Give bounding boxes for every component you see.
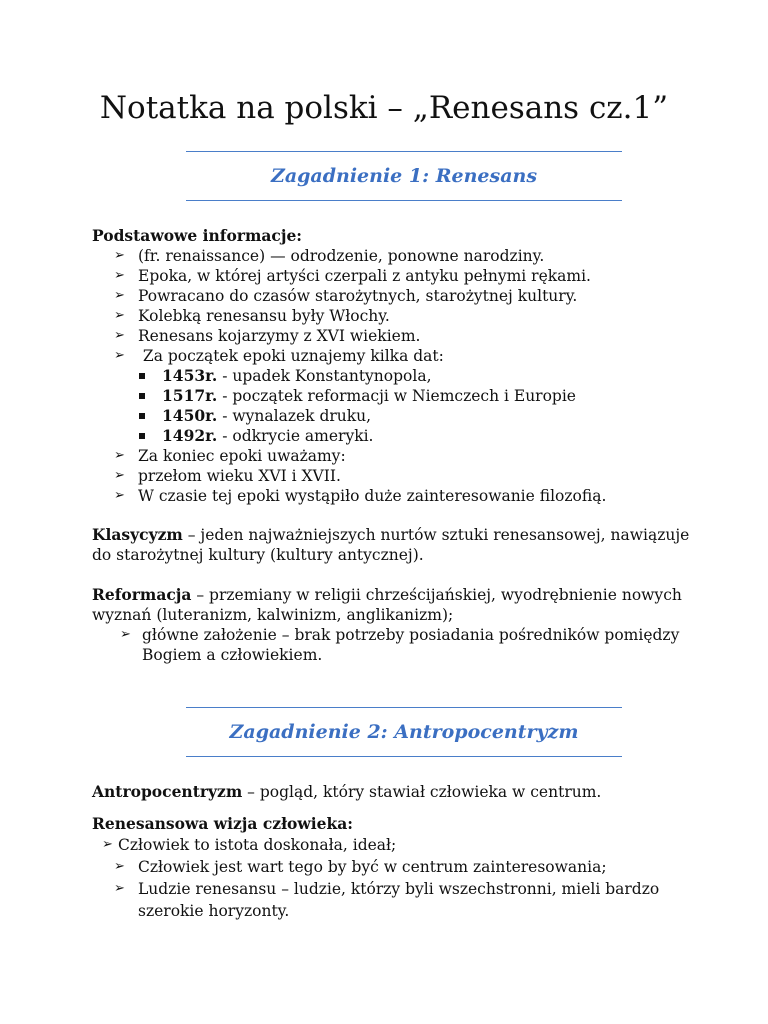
arrow-bullet-icon: ➢ <box>114 308 125 323</box>
list-item-text: Człowiek to istota doskonała, ideał; <box>118 836 397 854</box>
list-item-text: W czasie tej epoki wystąpiło duże zainteresowanie filozofią. <box>138 487 607 505</box>
arrow-bullet-icon: ➢ <box>114 488 125 503</box>
basic-info-label: Podstawowe informacje: <box>92 226 303 245</box>
arrow-bullet-icon: ➢ <box>114 348 125 363</box>
list-item <box>92 306 692 326</box>
square-bullet-icon <box>139 373 145 379</box>
arrow-bullet-icon: ➢ <box>114 468 125 483</box>
list-item <box>92 466 692 486</box>
square-bullet-icon <box>139 413 145 419</box>
antropocentryzm-term: Antropocentryzm <box>92 782 243 801</box>
section-heading-renesans: Zagadnienie 1: Renesans <box>186 151 622 201</box>
list-item-text: Powracano do czasów starożytnych, starożytnej kultury. <box>138 287 578 305</box>
date-item <box>92 426 692 446</box>
date-text: - wynalazek druku, <box>217 407 372 425</box>
list-item <box>92 834 692 856</box>
wizja-list <box>92 834 692 922</box>
list-item <box>92 625 692 665</box>
date-year: 1517r. <box>162 386 218 405</box>
square-bullet-icon <box>139 433 145 439</box>
list-item-text: przełom wieku XVI i XVII. <box>138 467 341 485</box>
list-item <box>92 346 692 366</box>
basic-info-list <box>92 246 692 366</box>
reformacja-term: Reformacja <box>92 585 192 604</box>
arrow-bullet-icon: ➢ <box>102 837 113 852</box>
antropocentryzm-text: – pogląd, który stawiał człowieka w centrum. <box>242 783 602 801</box>
arrow-bullet-icon: ➢ <box>114 881 125 896</box>
list-item <box>92 446 692 466</box>
date-text: - odkrycie ameryki. <box>217 427 374 445</box>
list-item-text: Renesans kojarzymy z XVI wiekiem. <box>138 327 421 345</box>
list-item-text: (fr. renaissance) — odrodzenie, ponowne narodziny. <box>138 247 545 265</box>
klasycyzm-definition <box>92 525 692 565</box>
list-item-text: Człowiek jest wart tego by być w centrum zainteresowania; <box>138 858 607 876</box>
reformacja-block <box>92 585 692 665</box>
list-item-text: Ludzie renesansu – ludzie, którzy byli wszechstronni, mieli bardzo <box>138 880 660 898</box>
arrow-bullet-icon: ➢ <box>114 328 125 343</box>
arrow-bullet-icon: ➢ <box>120 627 131 642</box>
list-item <box>92 856 692 878</box>
list-item-text: Za koniec epoki uważamy: <box>138 447 346 465</box>
dates-list <box>92 366 692 446</box>
list-item <box>92 266 692 286</box>
arrow-bullet-icon: ➢ <box>114 268 125 283</box>
list-item-text: Kolebką renesansu były Włochy. <box>138 307 390 325</box>
date-year: 1492r. <box>162 426 218 445</box>
wizja-label: Renesansowa wizja człowieka: <box>92 814 353 833</box>
date-text: - początek reformacji w Niemczech i Europie <box>217 387 576 405</box>
document-title: Notatka na polski – „Renesans cz.1” <box>99 90 669 126</box>
list-item <box>92 326 692 346</box>
reformacja-list <box>92 625 692 665</box>
list-item-text-continued: Bogiem a człowiekiem. <box>142 646 323 664</box>
date-item <box>92 406 692 426</box>
basic-info-block <box>92 226 692 506</box>
section-heading-antropocentryzm: Zagadnienie 2: Antropocentryzm <box>186 707 622 757</box>
square-bullet-icon <box>139 393 145 399</box>
spacer <box>92 802 692 814</box>
arrow-bullet-icon: ➢ <box>114 288 125 303</box>
date-year: 1450r. <box>162 406 218 425</box>
date-year: 1453r. <box>162 366 218 385</box>
date-text: - upadek Konstantynopola, <box>217 367 432 385</box>
arrow-bullet-icon: ➢ <box>114 248 125 263</box>
date-item <box>92 386 692 406</box>
list-item-text: Za początek epoki uznajemy kilka dat: <box>138 347 444 365</box>
antropocentryzm-block <box>92 782 692 922</box>
reformacja-text: – przemiany w religii chrześcijańskiej, wyodrębnienie nowych wyznań (luteranizm, kalwinizm, anglikanizm); <box>92 586 682 624</box>
arrow-bullet-icon: ➢ <box>114 859 125 874</box>
klasycyzm-term: Klasycyzm <box>92 525 183 544</box>
end-of-epoch-list <box>92 446 692 506</box>
antropocentryzm-definition <box>92 782 692 802</box>
klasycyzm-block <box>92 525 692 565</box>
list-item <box>92 246 692 266</box>
list-item-text: główne założenie – brak potrzeby posiadania pośredników pomiędzy <box>142 626 680 644</box>
list-item <box>92 878 692 922</box>
list-item <box>92 286 692 306</box>
date-item <box>92 366 692 386</box>
klasycyzm-text: – jeden najważniejszych nurtów sztuki renesansowej, nawiązuje do starożytnej kultury (kultury antycznej). <box>92 526 690 564</box>
list-item-text-continued: szerokie horyzonty. <box>138 902 290 920</box>
arrow-bullet-icon: ➢ <box>114 448 125 463</box>
list-item-text: Epoka, w której artyści czerpali z antyku pełnymi rękami. <box>138 267 591 285</box>
reformacja-definition <box>92 585 692 625</box>
list-item <box>92 486 692 506</box>
